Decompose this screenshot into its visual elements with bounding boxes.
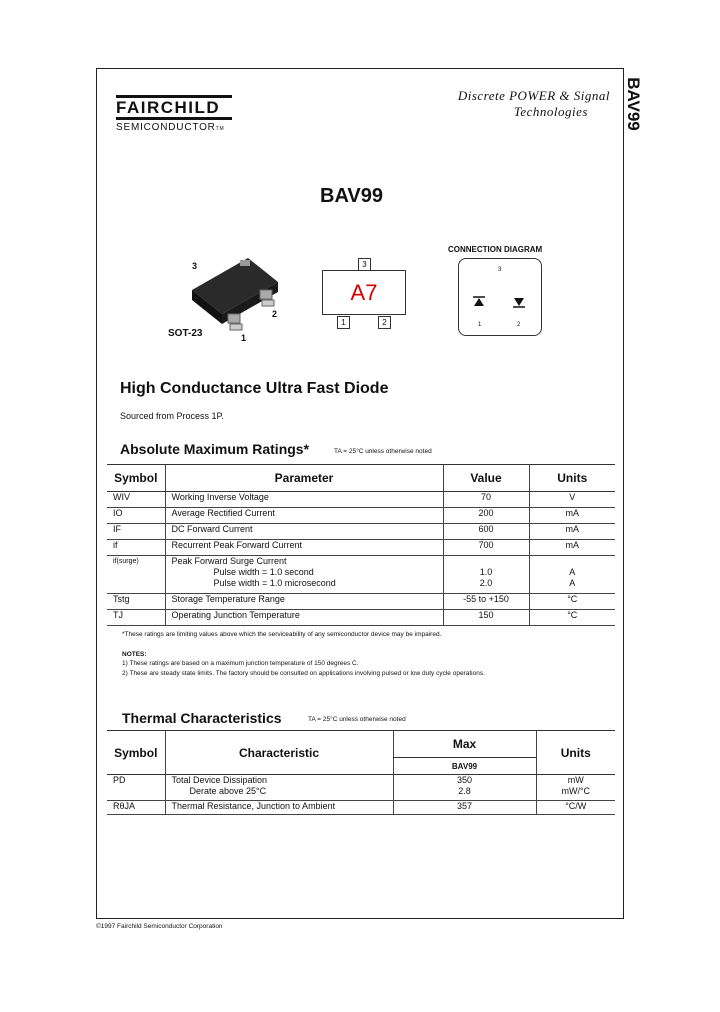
logo-sub-text: SEMICONDUCTOR: [116, 122, 216, 133]
amr-value: 600: [443, 524, 529, 540]
amr-header-parameter: Parameter: [165, 465, 443, 492]
amr-row: [107, 508, 615, 524]
thermal-title: Thermal Characteristics: [122, 710, 282, 726]
amr-value: [443, 556, 529, 594]
note-1: 1) These ratings are based on a maximum junction temperature of 150 degrees C.: [122, 660, 359, 667]
product-title: High Conductance Ultra Fast Diode: [120, 380, 389, 397]
amr-table: [107, 464, 615, 626]
amr-value-2: 2.0: [479, 578, 493, 588]
amr-value: -55 to +150: [443, 594, 529, 610]
connection-pin-2: 2: [517, 322, 521, 328]
amr-parameter: Storage Temperature Range: [165, 594, 443, 610]
marking-code: A7: [350, 280, 378, 305]
amr-header-row: [107, 465, 615, 492]
amr-value: 700: [443, 540, 529, 556]
logo-subtitle: [116, 122, 246, 133]
thermal-characteristic: [165, 775, 393, 801]
package-pin-2: 2: [272, 309, 278, 319]
thermal-units-2: mW/°C: [561, 786, 591, 796]
amr-symbol: if: [107, 540, 165, 556]
amr-row: [107, 540, 615, 556]
thermal-row: [107, 775, 615, 801]
amr-units: mA: [529, 524, 615, 540]
connection-title: CONNECTION DIAGRAM: [448, 245, 543, 254]
amr-units: °C: [529, 610, 615, 626]
package-pin-1: 1: [241, 333, 247, 343]
amr-units-2: A: [569, 578, 576, 588]
amr-symbol: IO: [107, 508, 165, 524]
thermal-conditions: TA = 25°C unless otherwise noted: [308, 716, 406, 723]
logo-bar-bottom: [116, 117, 232, 120]
amr-symbol: WIV: [107, 492, 165, 508]
source-note: Sourced from Process 1P.: [120, 411, 224, 421]
thermal-characteristic-main: Total Device Dissipation: [171, 775, 268, 785]
amr-parameter: DC Forward Current: [165, 524, 443, 540]
amr-row: [107, 524, 615, 540]
amr-symbol: if(surge): [107, 556, 165, 594]
amr-row: [107, 594, 615, 610]
note-2: 2) These are steady state limits. The factory should be consulted on applications involving pulsed or low duty cycle operations.: [122, 670, 485, 677]
part-title: BAV99: [320, 185, 383, 207]
tagline-line-1: Discrete POWER & Signal: [457, 88, 610, 103]
thermal-units-1: mW: [567, 775, 584, 785]
amr-symbol: Tstg: [107, 594, 165, 610]
connection-pin-1: 1: [478, 322, 482, 328]
amr-title: Absolute Maximum Ratings*: [120, 441, 310, 457]
amr-parameter: Working Inverse Voltage: [165, 492, 443, 508]
amr-parameter-sub: Pulse width = 1.0 microsecond: [213, 578, 336, 588]
thermal-characteristic-sub: Derate above 25°C: [189, 786, 267, 796]
package-name: SOT-23: [168, 328, 203, 339]
amr-units: [529, 556, 615, 594]
amr-units: mA: [529, 508, 615, 524]
notes-title: NOTES:: [122, 651, 147, 658]
amr-value-1: 1.0: [479, 567, 493, 577]
thermal-max-1: 350: [456, 775, 473, 785]
thermal-symbol: RθJA: [107, 801, 165, 815]
thermal-header-symbol: Symbol: [107, 731, 165, 775]
logo-tm: TM: [215, 126, 225, 132]
thermal-symbol: PD: [107, 775, 165, 801]
marking-pin-1: 1: [337, 316, 350, 329]
thermal-header-characteristic: Characteristic: [165, 731, 393, 775]
tagline: [420, 88, 610, 120]
thermal-header-row: [107, 731, 615, 758]
thermal-subheader-part: BAV99: [393, 758, 536, 775]
side-part-text: BAV99: [623, 77, 643, 131]
thermal-max: 357: [393, 801, 536, 815]
amr-parameter: Recurrent Peak Forward Current: [165, 540, 443, 556]
amr-header-units: Units: [529, 465, 615, 492]
thermal-max-2: 2.8: [458, 786, 471, 796]
amr-row: [107, 610, 615, 626]
tagline-line-2: Technologies: [513, 104, 588, 119]
amr-parameter: Operating Junction Temperature: [165, 610, 443, 626]
side-part-label: [623, 70, 650, 140]
amr-header-symbol: Symbol: [107, 465, 165, 492]
thermal-header-max: Max: [393, 731, 536, 758]
amr-units: mA: [529, 540, 615, 556]
thermal-units: [536, 775, 615, 801]
amr-units-1: A: [569, 567, 576, 577]
amr-header-value: Value: [443, 465, 529, 492]
thermal-row: [107, 801, 615, 815]
amr-units: V: [529, 492, 615, 508]
package-pin-3: 3: [192, 261, 198, 271]
thermal-header-units: Units: [536, 731, 615, 775]
amr-units: °C: [529, 594, 615, 610]
thermal-max: [393, 775, 536, 801]
amr-parameter-main: Peak Forward Surge Current: [171, 556, 287, 566]
footer-copyright: ©1997 Fairchild Semiconductor Corporation: [96, 923, 223, 930]
marking-pin-2: 2: [378, 316, 391, 329]
amr-row: [107, 556, 615, 594]
amr-star-note: *These ratings are limiting values above which the serviceability of any semiconductor device may be impaired.: [122, 631, 442, 638]
marking-pin-3: 3: [358, 258, 371, 271]
thermal-table: [107, 730, 615, 815]
amr-symbol: TJ: [107, 610, 165, 626]
amr-value: 200: [443, 508, 529, 524]
amr-conditions: TA = 25°C unless otherwise noted: [334, 448, 432, 455]
thermal-units: °C/W: [536, 801, 615, 815]
marking-diagram: [322, 270, 406, 315]
amr-parameter-sub: Pulse width = 1.0 second: [213, 567, 314, 577]
company-logo: [116, 95, 246, 133]
amr-parameter: [165, 556, 443, 594]
amr-row: [107, 492, 615, 508]
amr-value: 70: [443, 492, 529, 508]
logo-name: FAIRCHILD: [116, 98, 221, 117]
amr-parameter: Average Rectified Current: [165, 508, 443, 524]
connection-diagram: [458, 258, 542, 336]
amr-value: 150: [443, 610, 529, 626]
thermal-characteristic: Thermal Resistance, Junction to Ambient: [165, 801, 393, 815]
amr-symbol: IF: [107, 524, 165, 540]
connection-pin-3: 3: [498, 267, 502, 273]
